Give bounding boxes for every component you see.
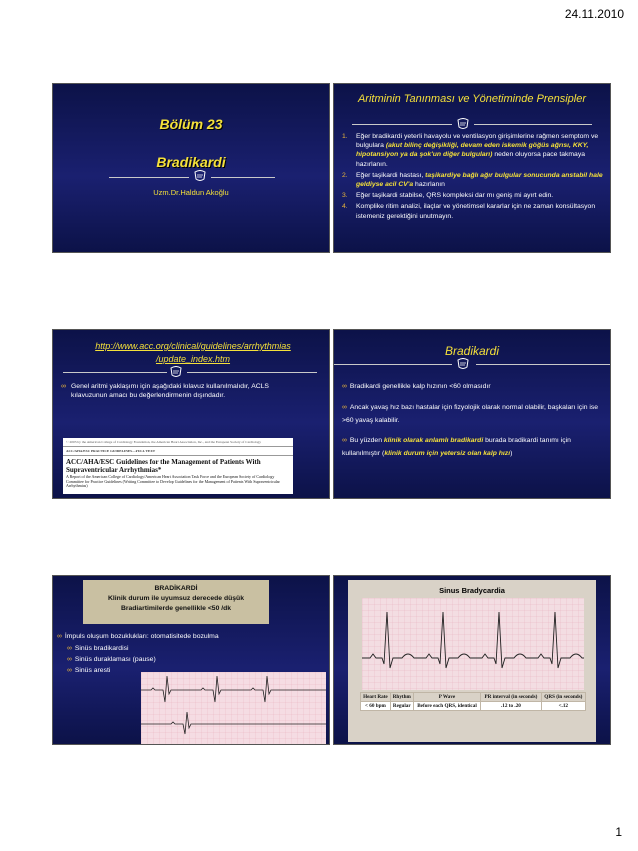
slide3-bullet: ∞ Genel aritmi yaklaşımı için aşağıdaki kılavuz kullanılmalıdır, ACLS kılavuzunun amacı bu değerlendirmenin dışındadır.	[61, 383, 269, 400]
slide4-bullet-2: ∞ Ancak yavaş hız bazı hastalar için fizyolojik olarak normal olabilir, başkaları için ise >60 yavaş kalabilir.	[342, 404, 599, 424]
list-item: 4. Komplike ritim analizi, ilaçlar ve yönetimsel kararlar için ne zaman konsültasyon istemeniz gerektiğini unutmayın.	[342, 203, 596, 220]
slide-bradycardia-types	[53, 576, 329, 744]
list-item: 2. Eğer taşikardi hastası, taşikardiye bağlı ağır bulgular sonucunda anstabil hale geldiyse acil CV'a hazırlanın	[342, 171, 603, 189]
separator-right	[476, 364, 610, 365]
list-item: ∞ Sinüs duraklaması (pause)	[67, 656, 156, 663]
ecg-strip-image	[362, 598, 584, 690]
list-item: 1. Eğer bradikardi yeterli havayolu ve ventilasyon girişimlerine rağmen semptom ve bulgulara (akut bilinç değişikliği, devam eden iskemik göğüs ağrısı, KKY, hipotansiyon ya da şok'un diğer bulguları) neden oluyorsa pace takmaya hazırlanın.	[342, 133, 599, 168]
separator-left	[63, 372, 167, 373]
list-item: 3. Eğer taşikardi stabilse, QRS kompleksi dar mı geniş mi ayırt edin.	[342, 192, 554, 200]
slide-sinus-bradycardia	[334, 576, 610, 744]
slide4-bullet-3: ∞ Bu yüzden klinik olarak anlamlı bradikardi burada bradikardi tanımı için kullanılmıştır (klinik durum için yetersiz olan kalp hızı)	[342, 437, 571, 457]
table-row: Heart Rate Rhythm P Wave PR interval (in seconds) QRS (in seconds)	[361, 693, 586, 702]
scroll-icon	[456, 118, 470, 130]
table-row: < 60 bpm Regular Before each QRS, identical .12 to .20 <.12	[361, 702, 586, 711]
slide-principles	[334, 84, 610, 252]
sinus-bradycardia-table	[360, 692, 586, 711]
scroll-icon	[456, 358, 470, 370]
slide-bradycardia-definition	[334, 330, 610, 498]
page-number: 1	[615, 825, 622, 839]
slide1-title-line1: Bölüm 23	[159, 116, 223, 132]
separator-right	[474, 124, 592, 125]
bullet-icon: ∞	[61, 383, 66, 390]
slide2-title: Aritminin Tanınması ve Yönetiminde Prensipler	[357, 93, 587, 105]
slide1-title-line2: Bradikardi	[156, 154, 226, 170]
sinus-bradycardia-panel	[348, 580, 596, 742]
principles-list	[342, 132, 604, 223]
separator-left	[334, 364, 452, 365]
guideline-link[interactable]: http://www.acc.org/clinical/guidelines/arrhythmias /update_index.htm	[95, 341, 291, 364]
page-date: 24.11.2010	[564, 7, 624, 21]
separator-right	[211, 177, 275, 178]
scroll-icon	[169, 366, 183, 378]
list-item: ∞ Sinüs bradikardisi	[67, 645, 129, 652]
scroll-icon	[193, 170, 207, 182]
slide5-main-bullet: ∞ İmpuls oluşum bozuklukları: otomatisitede bozulma	[57, 633, 219, 640]
ecg-strip-image	[141, 672, 326, 744]
slide-title	[53, 84, 329, 252]
bradycardia-definition-box: BRADİKARDİ Klinik durum ile uyumsuz derecede düşük Bradiartimilerde genellikle <50 /dk	[83, 580, 269, 624]
slide-guidelines-link	[53, 330, 329, 498]
separator-left	[352, 124, 452, 125]
panel-title: Sinus Bradycardia	[439, 586, 505, 595]
separator-left	[109, 177, 189, 178]
slide4-title: Bradikardi	[444, 344, 500, 358]
guideline-document-image: © 2003 by the American College of Cardiology Foundation, the American Heart Association, Inc., and the European Society of Cardiology ACC/AHA/ESC PRACTICE GUIDELINES—FULL TEXT ACC/AHA/ESC Guidelines for the Management of Patients With Supraventricular Arrhythmias* A Report of the American College of Cardiology/American Heart Association Task Force and the European Society of Cardiology Committee for Practice Guidelines (Writing Committee to Develop Guidelines for the Management of Patients With Supraventricular Arrhythmias)	[63, 438, 293, 494]
separator-right	[187, 372, 317, 373]
slide1-author: Uzm.Dr.Haldun Akoğlu	[153, 188, 229, 197]
list-item: ∞ Sinüs aresti	[67, 667, 111, 674]
slide4-bullet-1: ∞ Bradikardi genellikle kalp hızının <60 olmasıdır	[342, 383, 491, 390]
